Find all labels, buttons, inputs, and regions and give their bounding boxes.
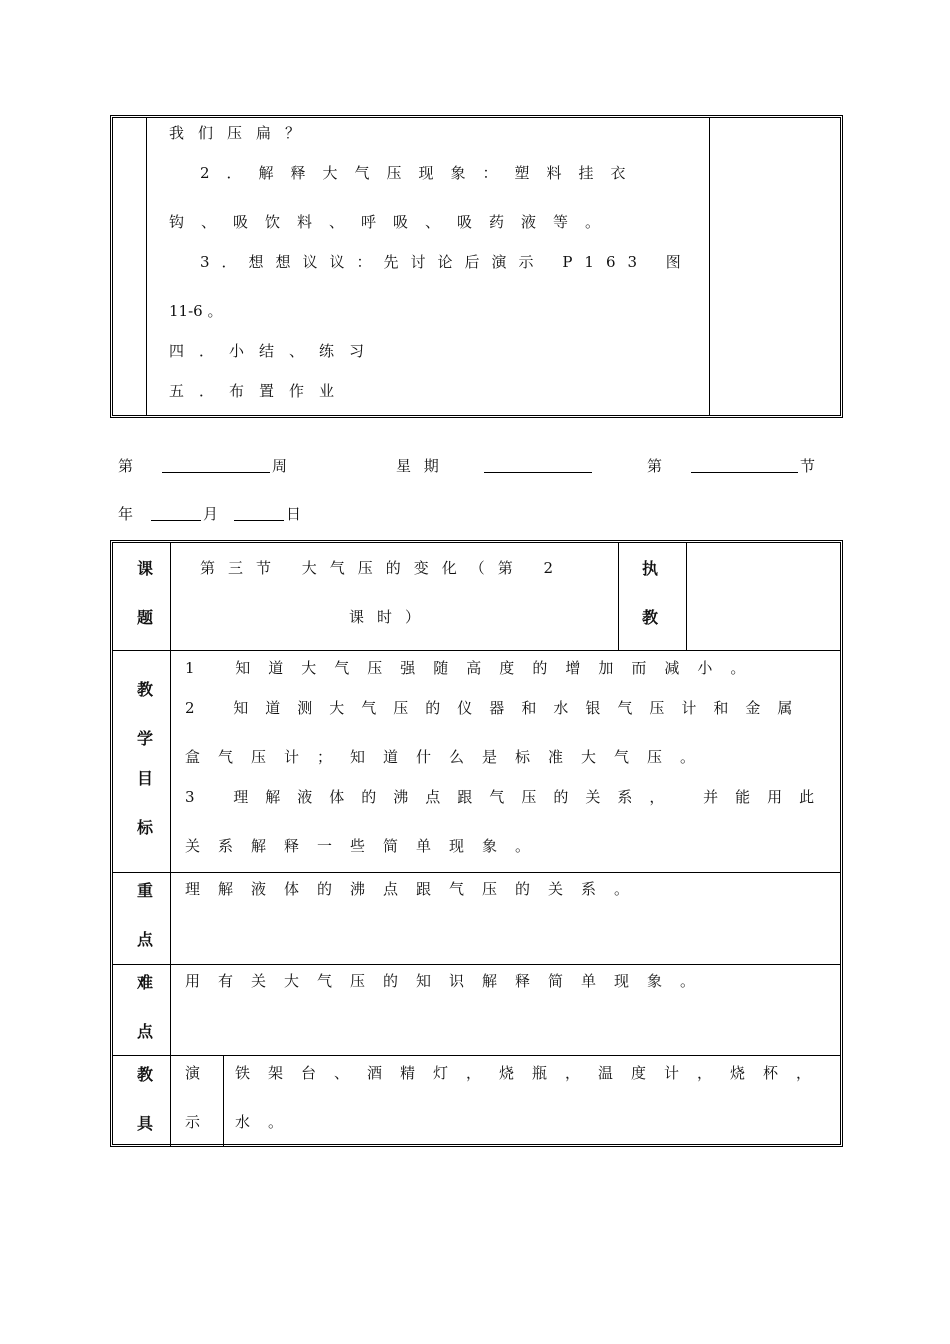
section-heading: 四．小结、练习: [169, 342, 380, 360]
schedule-label: 星 期: [396, 457, 443, 475]
teacher-label: 执: [641, 559, 658, 578]
schedule-label: 月: [203, 505, 219, 523]
table-right-divider: [709, 118, 710, 415]
goal-text: 1 知道大气压强随高度的增加而减小。: [185, 659, 764, 677]
schedule-label: 日: [286, 505, 302, 523]
text-line: 11-6 。: [169, 302, 223, 320]
schedule-label: 周: [272, 457, 288, 475]
key-point-label: 重: [136, 881, 153, 900]
goal-text: 3 理解液体的沸点跟气压的关系， 并能用此: [185, 788, 832, 806]
goal-text: 关系解释一些简单现象。: [185, 837, 549, 855]
difficulty-label: 难: [136, 973, 153, 992]
key-point-label: 点: [136, 930, 153, 949]
title-label: 题: [136, 608, 153, 627]
goals-label: 教: [136, 680, 153, 699]
tools-text: 铁架台、酒精灯，烧瓶，温度计，烧杯，: [235, 1064, 830, 1082]
goal-text: 盒气压计；知道什么是标准大气压。: [185, 748, 714, 766]
week-blank: [162, 472, 270, 473]
goal-text: 2 知道测大气压的仪器和水银气压计和金属: [185, 699, 810, 717]
section-heading: 五．布置作业: [169, 382, 350, 400]
tools-label: 具: [136, 1114, 153, 1133]
teacher-label: 教: [641, 608, 658, 627]
schedule-label: 节: [800, 457, 816, 475]
weekday-blank: [484, 472, 592, 473]
demo-label: 示: [185, 1113, 201, 1131]
text-line: 钩、吸饮料、呼吸、吸药液等。: [169, 213, 618, 231]
text-line: 3．想想议议：先讨论后演示 P163 图: [200, 253, 693, 271]
goals-label: 目: [136, 769, 153, 788]
text-line: 我们压扁？: [169, 124, 315, 142]
lesson-title-cont: 课时）: [349, 608, 434, 626]
lesson-title: 第三节 大气压的变化（第 2: [200, 559, 567, 577]
goals-label: 学: [136, 729, 153, 748]
month-blank: [234, 520, 284, 521]
title-label: 课: [136, 559, 153, 578]
goals-label: 标: [136, 818, 153, 837]
period-blank: [691, 472, 798, 473]
difficulty-text: 用有关大气压的知识解释简单现象。: [185, 972, 714, 990]
tools-label: 教: [136, 1065, 153, 1084]
schedule-label: 年: [118, 505, 134, 523]
schedule-label: 第: [647, 457, 663, 475]
table-left-column: [113, 118, 147, 415]
year-blank: [151, 520, 201, 521]
schedule-label: 第: [118, 457, 134, 475]
text-line: 2．解释大气压现象：塑料挂衣: [200, 164, 643, 182]
tools-text: 水。: [235, 1113, 302, 1131]
key-point-text: 理解液体的沸点跟气压的关系。: [185, 880, 648, 898]
demo-label: 演: [185, 1064, 201, 1082]
difficulty-label: 点: [136, 1022, 153, 1041]
